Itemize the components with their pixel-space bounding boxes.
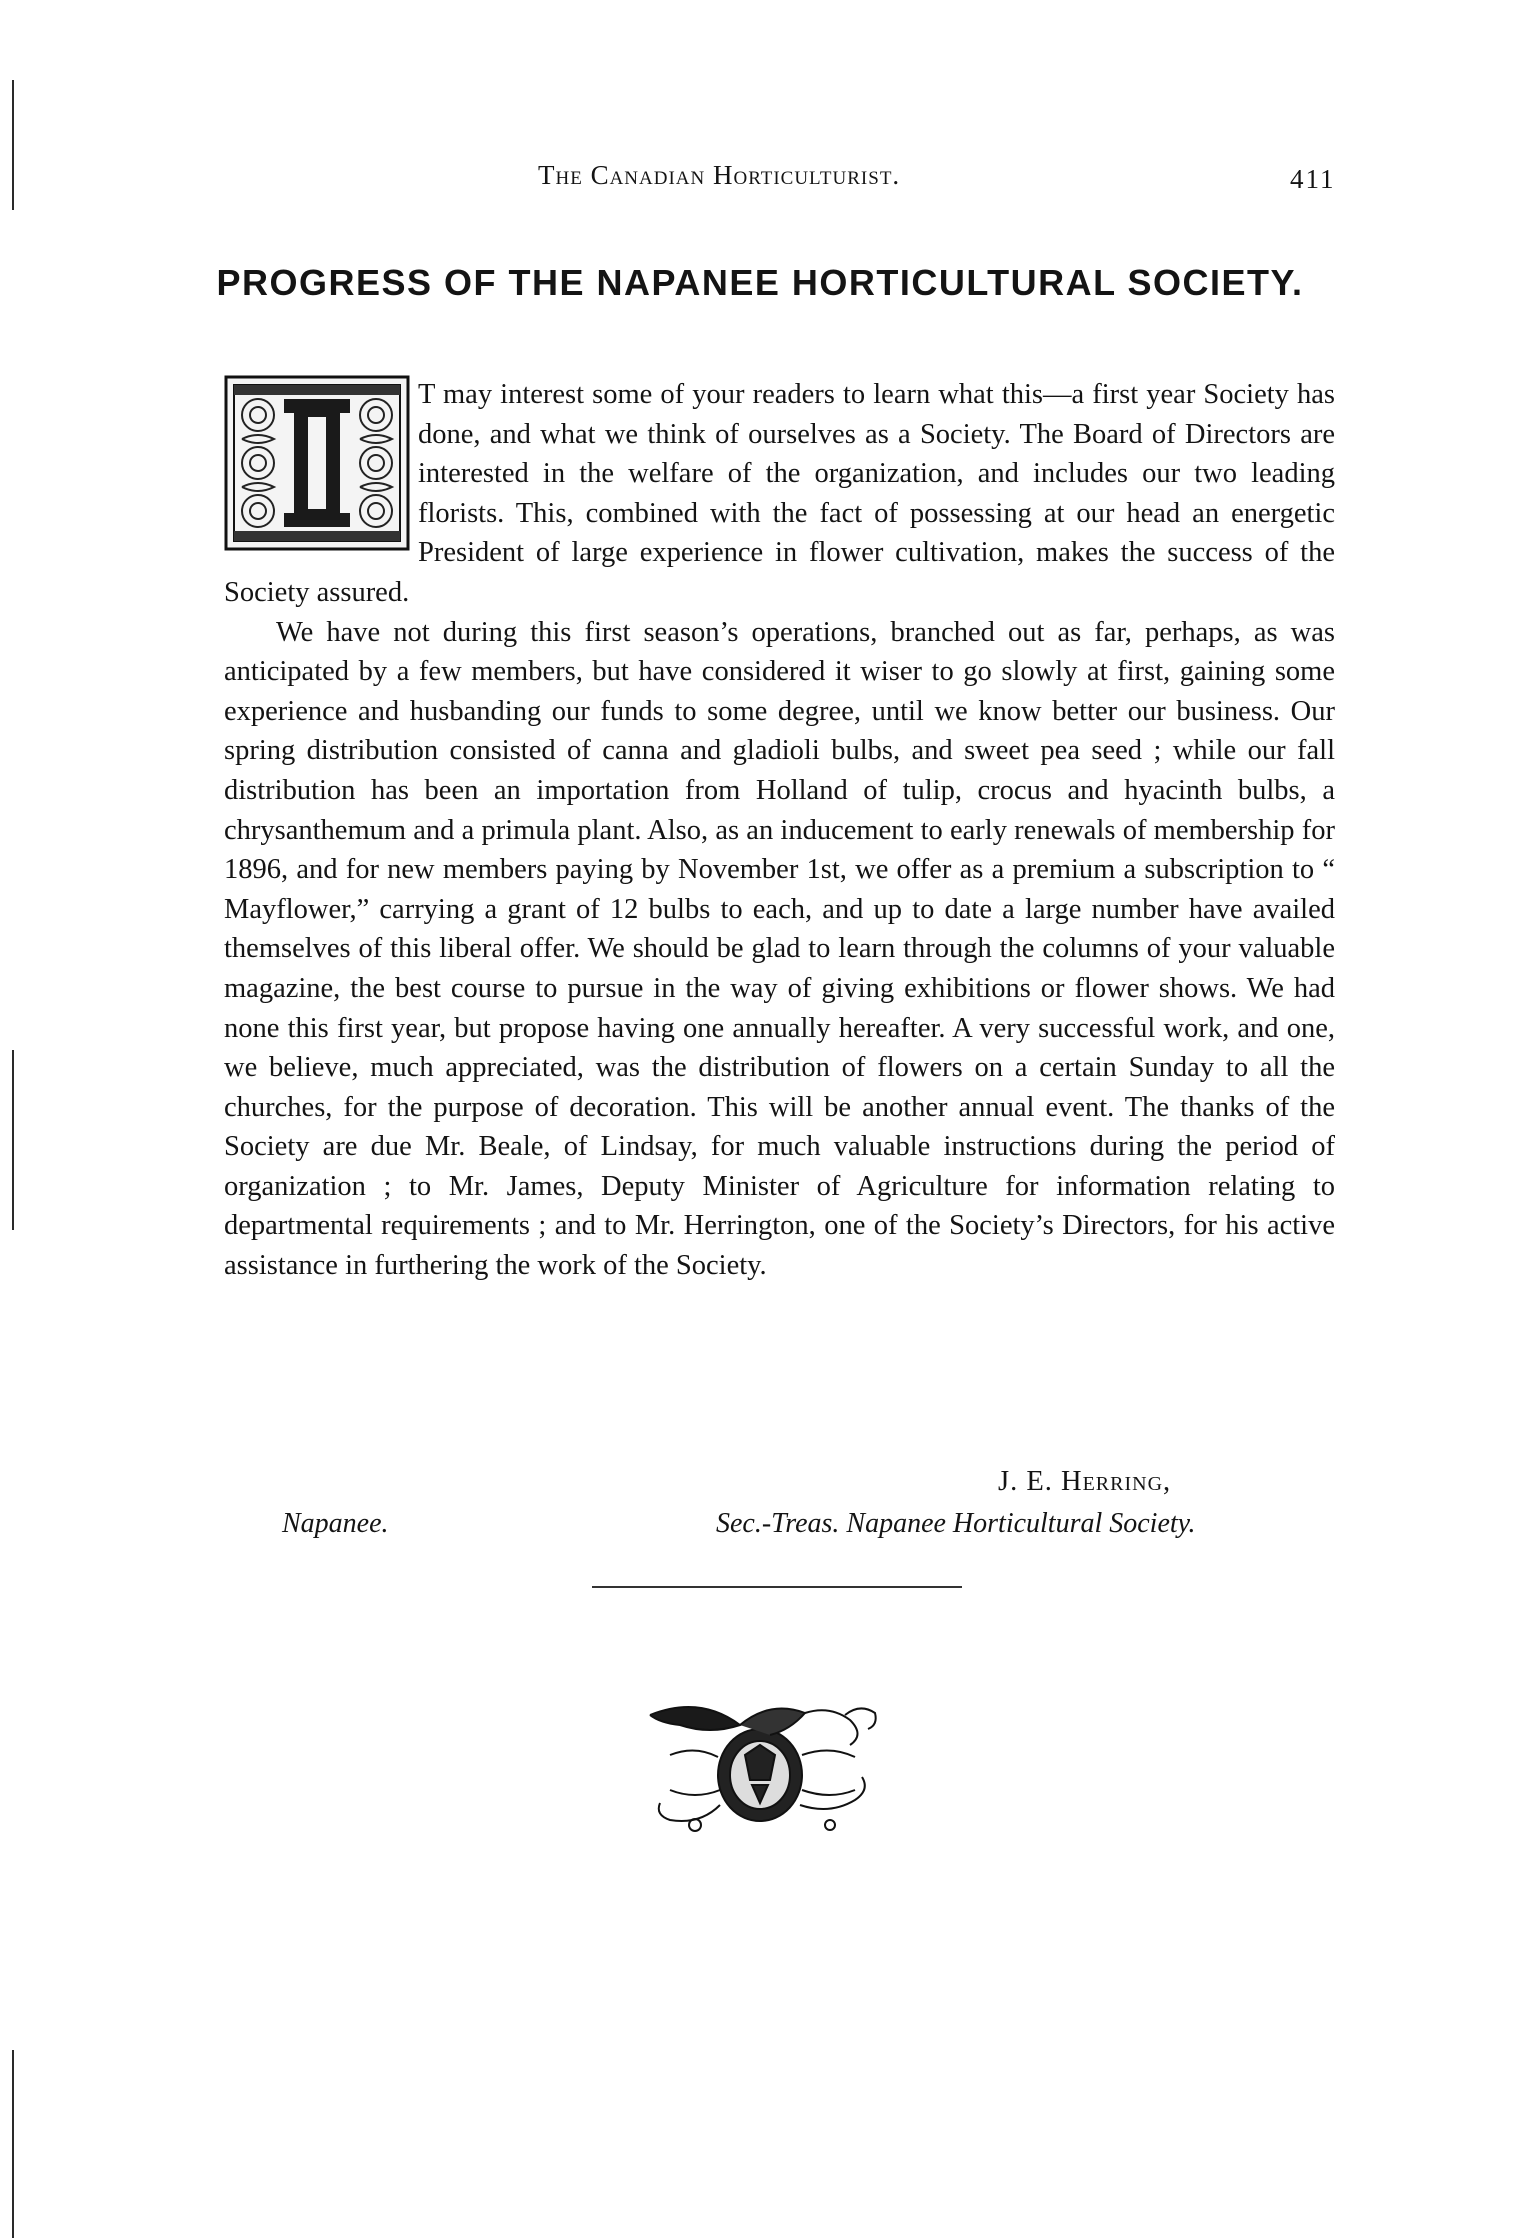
article-body [224, 375, 1335, 1286]
drop-cap-ornament-icon [224, 375, 410, 551]
left-edge-mark-bottom [12, 2050, 14, 2238]
paragraph-1 [224, 375, 1335, 613]
left-edge-mark-middle [12, 1050, 14, 1230]
author-title: Sec.-Treas. Napanee Horticultural Society. [716, 1508, 1196, 1539]
place-of-origin: Napanee. [282, 1508, 389, 1539]
eagle-crest-ornament-icon [640, 1695, 890, 1845]
page-number: 411 [1290, 164, 1336, 194]
ornamental-drop-cap [224, 375, 410, 551]
article-title: PROGRESS OF THE NAPANEE HORTICULTURAL SOCIETY. [216, 262, 1304, 303]
running-head: The Canadian Horticulturist. [538, 160, 901, 190]
paragraph-2: We have not during this first season’s operations, branched out as far, perhaps, as was anticipated by a few members, but have considered it wiser to go slowly at first, gaining some experience and husbanding our funds to some degree, until we know better our business. Our spring distribution consisted of canna and gladioli bulbs, and sweet pea seed ; while our fall distribution has been an importation from Holland of tulip, crocus and hyacinth bulbs, a chrysanthemum and a primula plant. Also, as an inducement to early renewals of membership for 1896, and for new members paying by November 1st, we offer as a premium a subscription to “ Mayflower,” carrying a grant of 12 bulbs to each, and up to date a large number have availed themselves of this liberal offer. We should be glad to learn through the columns of your valuable magazine, the best course to pursue in the way of giving exhibitions or flower shows. We had none this first year, but propose having one annually hereafter. A very successful work, and one, we believe, much appreciated, was the distribution of flowers on a certain Sunday to all the churches, for the purpose of decoration. This will be another annual event. The thanks of the Society are due Mr. Beale, of Lindsay, for much valuable instructions during the period of organization ; to Mr. James, Deputy Minister of Agriculture for information relating to departmental requirements ; and to Mr. Herrington, one of the Society’s Directors, for his active assistance in furthering the work of the Society. [224, 616, 1335, 1282]
paragraph-1-text: T may interest some of your readers to learn what this—a first year Society has done, and what we think of ourselves as a Society. The Board of Directors are interested in the welfare of the organization, and includes our two leading florists. This, combined with the fact of possessing at our head an energetic President of large experience in flower cultivation, makes the success of the Society assured. [224, 379, 1335, 608]
page-header [0, 160, 1520, 200]
author-name: J. E. Herring, [998, 1466, 1172, 1497]
section-divider [592, 1586, 962, 1588]
